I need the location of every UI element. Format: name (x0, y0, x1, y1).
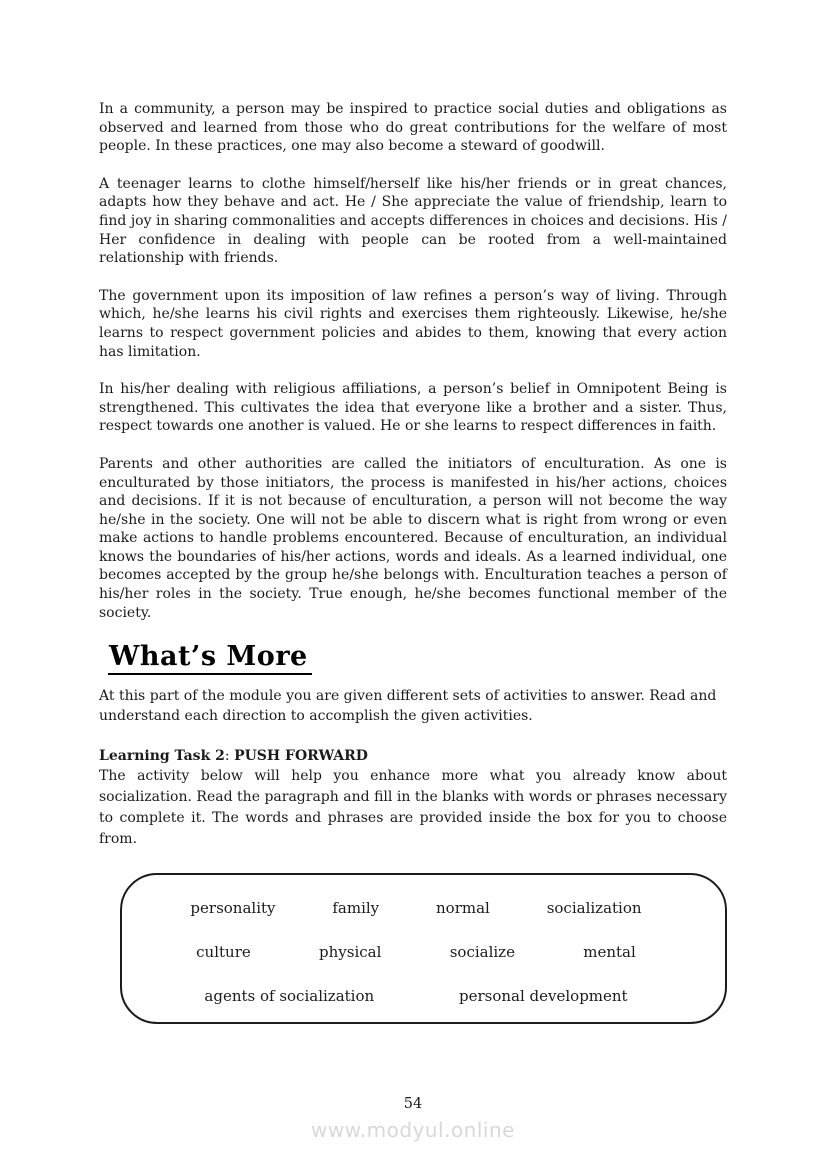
paragraph-enculturation: Parents and other authorities are called the initiators of enculturation. As one is enculturated by those initiators, the process is manifested in his/her actions, choices and decisions. If it is not because of enculturation, a person will not become the way he/she in the society. One will not be able to discern what is right from wrong or even make actions to handle problems encountered. Because of enculturation, an individual knows the boundaries of his/her actions, words and ideals. As a learned individual, one becomes accepted by the group he/she belongs with. Enculturation teaches a person of his/her roles in the society. True enough, he/she becomes functional member of the society. (99, 455, 727, 621)
page-number: 54 (403, 1096, 423, 1112)
paragraph-teenager: A teenager learns to clothe himself/herself like his/her friends or in great chances, adapts how they behave and act. He / She appreciate the value of friendship, learn to find joy in sharing commonalities and accepts differences in choices and decisions. His / Her confidence in dealing with people can be rooted from a well-maintained relationship with friends. (99, 175, 727, 267)
word-choice: culture (196, 943, 251, 962)
word-choice: agents of socialization (204, 987, 375, 1006)
word-choice: personal development (458, 987, 628, 1006)
section-heading-text: What’s More (108, 641, 312, 675)
paragraph-community: In a community, a person may be inspired to practice social duties and obligations as observed and learned from those who do great contributions for the welfare of most people. In these practices, one may also become a steward of goodwill. (99, 101, 727, 155)
task-label: Learning Task 2 (99, 748, 225, 765)
word-choice: physical (319, 943, 382, 962)
word-row-1 (162, 899, 670, 917)
section-intro: At this part of the module you are given different sets of activities to answer. Read and understand each direction to accomplish the given activities. (99, 688, 717, 725)
paragraph-government: The government upon its imposition of law refines a person’s way of living. Through which, he/she learns his civil rights and exercises them righteously. Likewise, he/she learns to respect government policies and abides to them, knowing that every action has limitation. (99, 287, 727, 360)
word-choice: mental (583, 943, 636, 962)
section-heading (108, 641, 727, 672)
word-choice: socialize (449, 943, 515, 962)
task-title-line (99, 748, 727, 764)
word-choice: personality (190, 899, 276, 918)
word-choice: family (332, 899, 380, 918)
word-choices-box (120, 873, 727, 1024)
watermark-url: www.modyul.online (311, 1118, 515, 1142)
word-row-3 (162, 987, 670, 1005)
word-choice: socialization (546, 899, 642, 918)
task-name: PUSH FORWARD (234, 748, 368, 765)
task-separator: : (224, 748, 235, 765)
word-choice: normal (436, 899, 490, 918)
word-row-2 (162, 943, 670, 961)
task-description: The activity below will help you enhance more what you already know about socialization. Read the paragraph and fill in the blanks with words or phrases necessary to complete it. The words and phrases are provided inside the box for you to choose from. (99, 768, 727, 848)
paragraph-religion: In his/her dealing with religious affiliations, a person’s belief in Omnipotent Being is strengthened. This cultivates the idea that everyone like a brother and a sister. Thus, respect towards one another is valued. He or she learns to respect differences in faith. (99, 381, 727, 435)
page-content (99, 100, 727, 1024)
